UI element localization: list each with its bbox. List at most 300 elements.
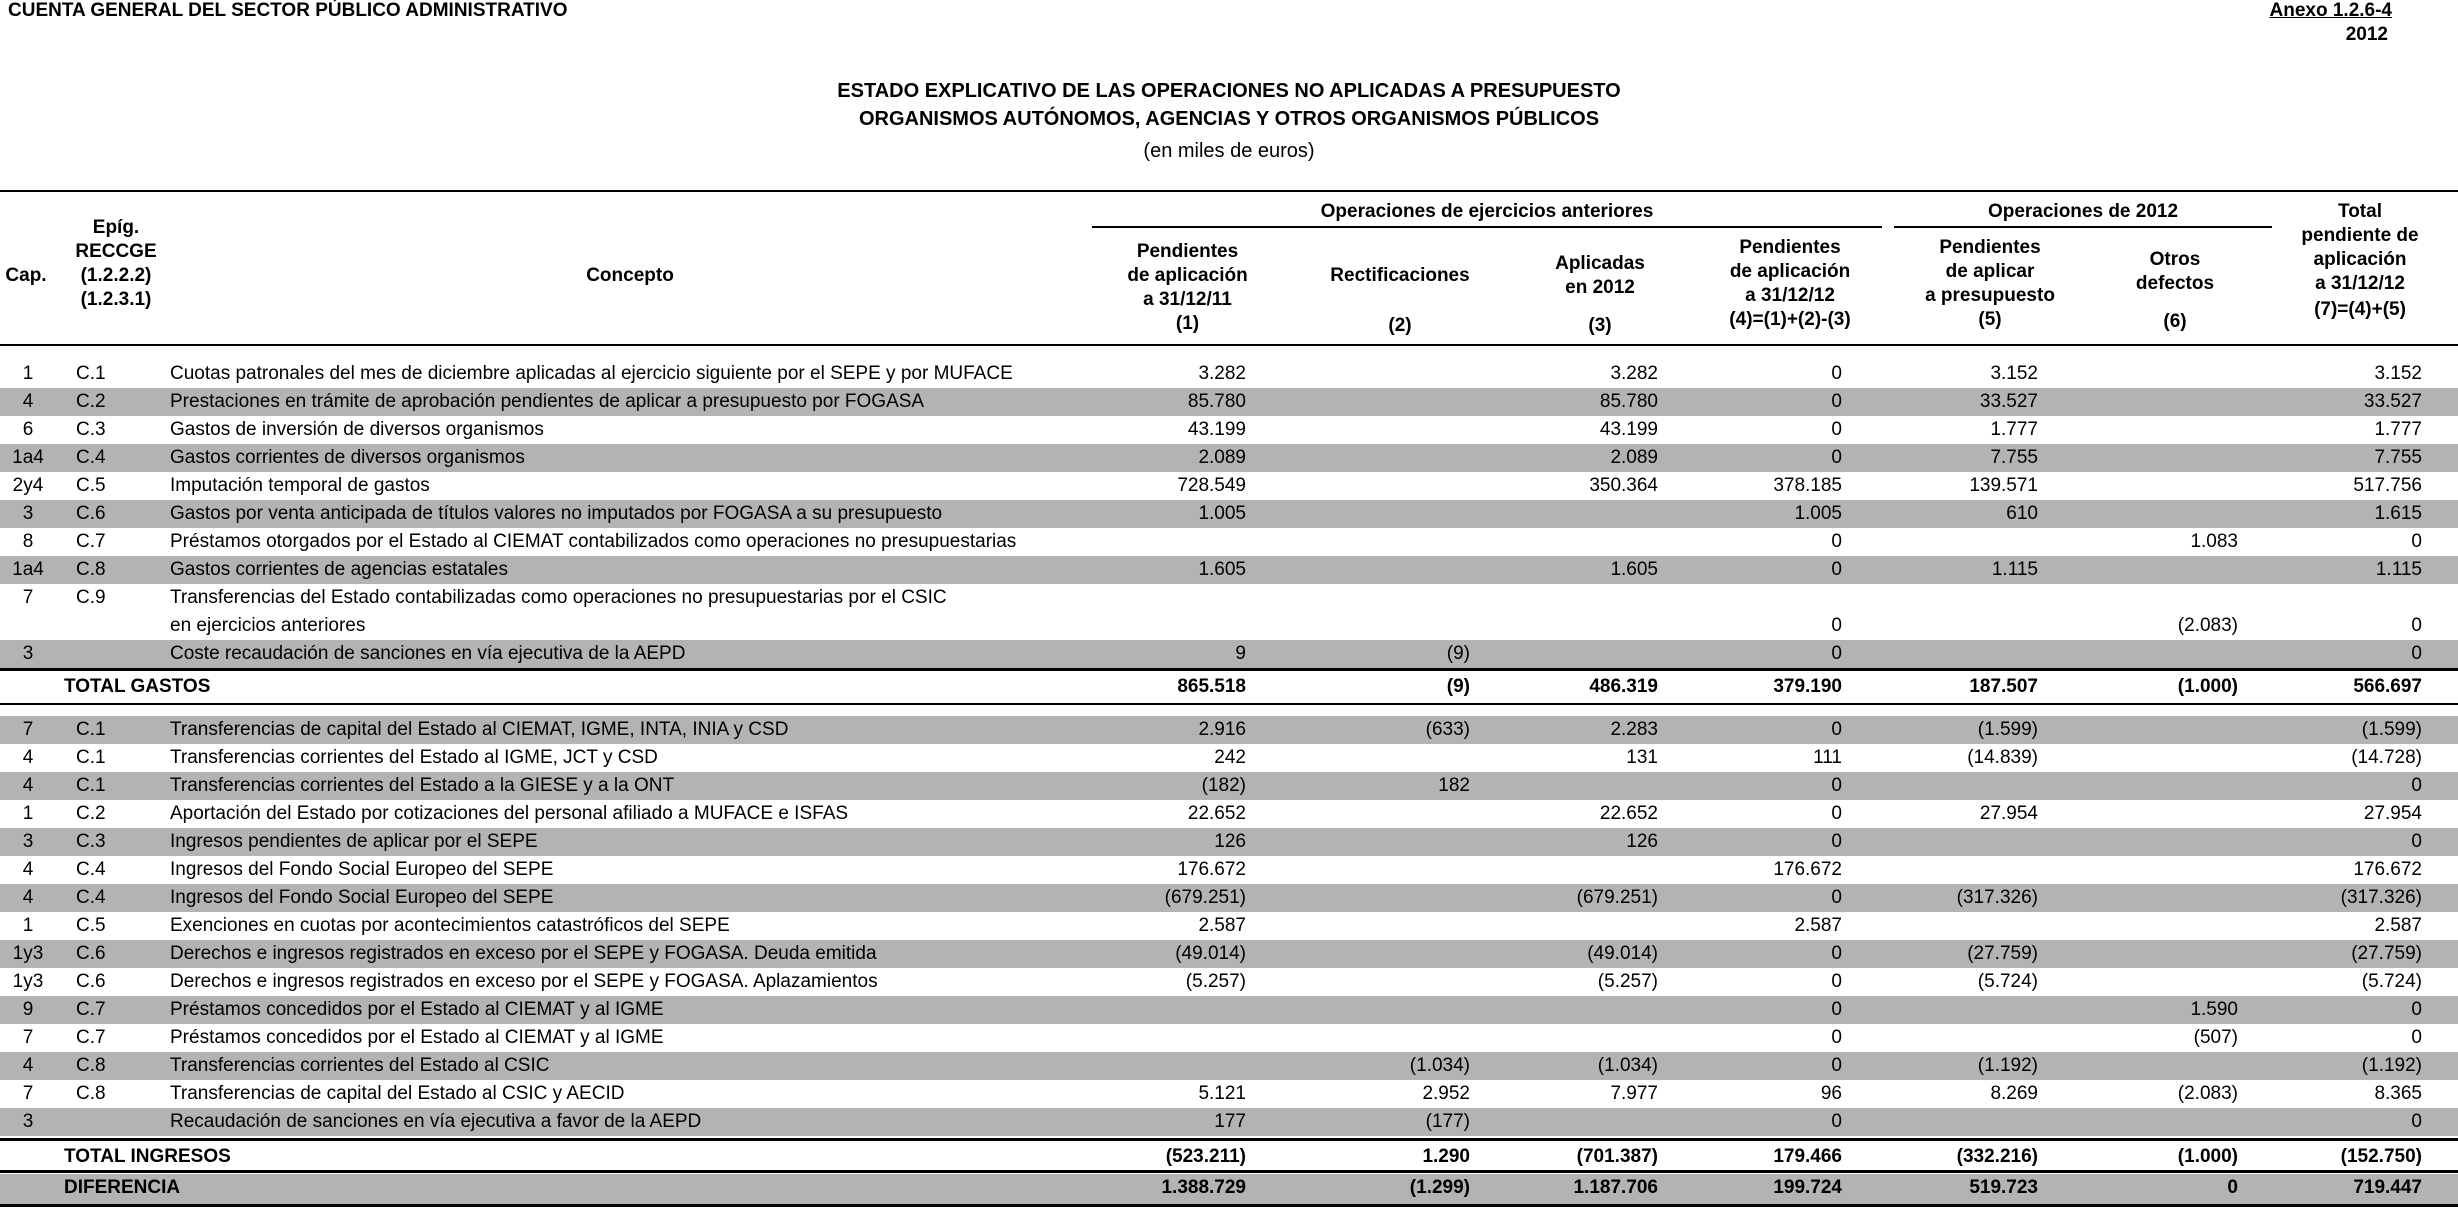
- cell-v6: [2080, 640, 2238, 668]
- cell-concepto: Derechos e ingresos registrados en exceso por el SEPE y FOGASA. Aplazamientos: [170, 971, 878, 992]
- cell-v1: 5.121: [1198, 1083, 1246, 1104]
- cell-v1: 43.199: [1187, 419, 1246, 440]
- cell-v1: 22.652: [1187, 803, 1246, 824]
- cell-v5: 33.527: [1979, 391, 2038, 412]
- cell-v1: [1100, 1052, 1246, 1080]
- cell-v6: [2080, 556, 2238, 584]
- cell-cap: 4: [22, 1055, 34, 1076]
- cell-v3: [1500, 612, 1658, 640]
- cell-v7: 1.777: [2374, 419, 2422, 440]
- cell-concepto: Ingresos del Fondo Social Europeo del SEPE: [170, 859, 554, 880]
- cell-v1: [1100, 1024, 1246, 1052]
- total-ingresos-top-rule: [0, 1138, 2458, 1141]
- cell-epig: C.1: [76, 747, 106, 768]
- cell-v1: 126: [1214, 831, 1246, 852]
- cell-v5: 519.723: [1969, 1177, 2038, 1198]
- cell-v6: [2080, 828, 2238, 856]
- cell-v7: 7.755: [2374, 447, 2422, 468]
- cell-concepto: Aportación del Estado por cotizaciones del personal afiliado a MUFACE e ISFAS: [170, 803, 849, 824]
- cell-cap: 3: [22, 503, 34, 524]
- cell-v7: 0: [2411, 831, 2422, 852]
- table-row: [0, 1080, 2458, 1108]
- cell-cap: 7: [22, 1083, 34, 1104]
- table-row: [0, 360, 2458, 388]
- cell-v2: [1300, 800, 1470, 828]
- cell-v5: 1.115: [1991, 559, 2038, 580]
- cell-v5: [1880, 856, 2038, 884]
- cell-cap: 4: [22, 747, 34, 768]
- cell-concepto: Préstamos concedidos por el Estado al CIEMAT y al IGME: [170, 1027, 664, 1048]
- cell-v6: (2.083): [2177, 615, 2238, 636]
- cell-v7: 0: [2411, 775, 2422, 796]
- group-rule-2012: [1894, 226, 2272, 228]
- cell-v7: 0: [2411, 1027, 2422, 1048]
- cell-concepto: Gastos corrientes de agencias estatales: [170, 559, 508, 580]
- cell-epig: C.2: [76, 803, 106, 824]
- cell-v7: 0: [2411, 531, 2422, 552]
- cell-v7: (1.192): [2361, 1055, 2422, 1076]
- cell-v5: [1880, 912, 2038, 940]
- cell-v1: [1100, 996, 1246, 1024]
- cell-v3: [1500, 500, 1658, 528]
- cell-concepto: Coste recaudación de sanciones en vía ejecutiva de la AEPD: [170, 643, 686, 664]
- cell-concepto: Derechos e ingresos registrados en exceso por el SEPE y FOGASA. Deuda emitida: [170, 943, 877, 964]
- total-gastos-row: [0, 673, 2458, 701]
- cell-cap: 1a4: [12, 559, 44, 580]
- cell-v1: 1.605: [1198, 559, 1246, 580]
- cell-v6: (507): [2193, 1027, 2238, 1048]
- cell-epig: C.1: [76, 363, 106, 384]
- table-row: [0, 828, 2458, 856]
- cell-v1: [1100, 528, 1246, 556]
- table-row: [0, 584, 2458, 640]
- cell-cap: 6: [22, 419, 34, 440]
- cell-cap: 1: [22, 363, 34, 384]
- cell-cap: 4: [22, 775, 34, 796]
- cell-v7: 719.447: [2353, 1177, 2422, 1198]
- cell-v5: 27.954: [1979, 803, 2038, 824]
- col-header-4: Pendientes de aplicación a 31/12/12 (4)=(1)+(2)-(3): [1729, 237, 1851, 330]
- group-header-prev-years: Operaciones de ejercicios anteriores: [1320, 201, 1654, 222]
- cell-concepto: Imputación temporal de gastos: [170, 475, 430, 496]
- table-row: [0, 940, 2458, 968]
- cell-v4: 0: [1831, 831, 1842, 852]
- cell-epig: C.2: [76, 391, 106, 412]
- total-ingresos-row: [0, 1143, 2458, 1171]
- cell-epig: C.1: [76, 775, 106, 796]
- cell-epig: C.5: [76, 915, 106, 936]
- cell-v3: 1.187.706: [1573, 1177, 1658, 1198]
- total-gastos-top-rule: [0, 668, 2458, 671]
- cell-cap: 4: [22, 859, 34, 880]
- table-row: [0, 556, 2458, 584]
- cell-cap: 2y4: [12, 475, 44, 496]
- cell-v7: (152.750): [2340, 1146, 2422, 1167]
- col-header-1: Pendientes de aplicación a 31/12/11 (1): [1127, 241, 1248, 334]
- cell-v4: 176.672: [1773, 859, 1842, 880]
- col-header-7: Total pendiente de aplicación a 31/12/12 (7)=(4)+(5): [2301, 201, 2419, 320]
- cell-v4: 0: [1831, 775, 1842, 796]
- cell-v6: [2080, 884, 2238, 912]
- cell-concepto: Exenciones en cuotas por acontecimientos catastróficos del SEPE: [170, 915, 730, 936]
- cell-v5: 7.755: [1990, 447, 2038, 468]
- cell-v6: [2080, 388, 2238, 416]
- cell-v1: 85.780: [1187, 391, 1246, 412]
- cell-v6: [2080, 1108, 2238, 1136]
- cell-v5: [1880, 828, 2038, 856]
- cell-epig: C.7: [76, 999, 106, 1020]
- table-row: [0, 472, 2458, 500]
- table-row: [0, 716, 2458, 744]
- cell-v1: 2.916: [1198, 719, 1246, 740]
- cell-v6: [2080, 800, 2238, 828]
- table-row: [0, 444, 2458, 472]
- cell-cap: 1: [22, 803, 34, 824]
- cell-v2: [1300, 1024, 1470, 1052]
- cell-cap: 3: [22, 831, 34, 852]
- cell-v1: 1.005: [1198, 503, 1246, 524]
- cell-v7: 0: [2411, 615, 2422, 636]
- cell-v6: [2080, 360, 2238, 388]
- cell-concepto: Transferencias corrientes del Estado a la GIESE y a la ONT: [170, 775, 675, 796]
- cell-v1: 1.388.729: [1161, 1177, 1246, 1198]
- cell-v2: [1300, 828, 1470, 856]
- cell-epig: C.4: [76, 447, 106, 468]
- cell-v1: 9: [1235, 643, 1246, 664]
- cell-concepto-continued: en ejercicios anteriores: [170, 615, 366, 636]
- report-title: ESTADO EXPLICATIVO DE LAS OPERACIONES NO APLICADAS A PRESUPUESTO: [837, 80, 1621, 102]
- cell-v2: (9): [1446, 676, 1470, 697]
- cell-v1: 3.282: [1198, 363, 1246, 384]
- cell-cap: 1: [22, 915, 34, 936]
- cell-v4: 1.005: [1794, 503, 1842, 524]
- cell-v2: [1300, 968, 1470, 996]
- cell-v6: [2080, 716, 2238, 744]
- annex-reference: Anexo 1.2.6-4: [2269, 0, 2392, 21]
- cell-v5: 610: [2006, 503, 2038, 524]
- cell-v6: [2080, 744, 2238, 772]
- cell-concepto: Transferencias corrientes del Estado al CSIC: [170, 1055, 550, 1076]
- cell-epig: C.3: [76, 831, 106, 852]
- cell-v3: 1.605: [1610, 559, 1658, 580]
- cell-v3: 350.364: [1589, 475, 1658, 496]
- col-header-5: Pendientes de aplicar a presupuesto (5): [1925, 237, 2055, 330]
- cell-v7: 0: [2411, 643, 2422, 664]
- cell-v4: 0: [1831, 559, 1842, 580]
- cell-v2: [1300, 612, 1470, 640]
- cell-epig: C.6: [76, 503, 106, 524]
- cell-concepto: Préstamos concedidos por el Estado al CIEMAT y al IGME: [170, 999, 664, 1020]
- cell-v3: 2.283: [1610, 719, 1658, 740]
- cell-epig: C.1: [76, 719, 106, 740]
- cell-v2: (1.034): [1409, 1055, 1470, 1076]
- cell-v2: [1300, 556, 1470, 584]
- col-header-cap: Cap.: [5, 265, 47, 286]
- table-row: [0, 1052, 2458, 1080]
- cell-concepto: Ingresos pendientes de aplicar por el SEPE: [170, 831, 538, 852]
- cell-concepto: Transferencias del Estado contabilizadas como operaciones no presupuestarias por el CSIC: [170, 587, 947, 608]
- cell-cap: 3: [22, 1111, 34, 1132]
- cell-v5: [1880, 1024, 2038, 1052]
- total-ingresos-label: TOTAL INGRESOS: [64, 1146, 231, 1167]
- cell-cap: 4: [22, 391, 34, 412]
- cell-concepto: Transferencias de capital del Estado al CIEMAT, IGME, INTA, INIA y CSD: [170, 719, 789, 740]
- cell-v4: 0: [1831, 999, 1842, 1020]
- table-row: [0, 856, 2458, 884]
- cell-v2: [1300, 472, 1470, 500]
- cell-cap: 1y3: [12, 971, 44, 992]
- cell-v7: (14.728): [2351, 747, 2422, 768]
- cell-v2: [1300, 360, 1470, 388]
- cell-v3: 85.780: [1599, 391, 1658, 412]
- table-row: [0, 772, 2458, 800]
- cell-v5: (1.192): [1977, 1055, 2038, 1076]
- cell-v6: (1.000): [2177, 676, 2238, 697]
- cell-v6: [2080, 444, 2238, 472]
- cell-v4: 0: [1831, 887, 1842, 908]
- cell-epig: C.5: [76, 475, 106, 496]
- cell-v4: 0: [1831, 531, 1842, 552]
- cell-cap: 1a4: [12, 447, 44, 468]
- cell-v3: 131: [1626, 747, 1658, 768]
- cell-v3: [1500, 528, 1658, 556]
- cell-v3: 7.977: [1610, 1083, 1658, 1104]
- annex-year: 2012: [2345, 24, 2388, 45]
- cell-v7: (27.759): [2351, 943, 2422, 964]
- cell-v4: 0: [1831, 1055, 1842, 1076]
- table-row: [0, 416, 2458, 444]
- cell-v6: [2080, 500, 2238, 528]
- cell-v6: [2080, 1052, 2238, 1080]
- cell-concepto: Transferencias corrientes del Estado al IGME, JCT y CSD: [170, 747, 658, 768]
- cell-epig: C.7: [76, 1027, 106, 1048]
- cell-v5: (332.216): [1956, 1146, 2038, 1167]
- table-row: [0, 528, 2458, 556]
- table-row: [0, 884, 2458, 912]
- header-bottom-rule: [0, 344, 2458, 346]
- cell-v7: 2.587: [2374, 915, 2422, 936]
- cell-epig: C.3: [76, 419, 106, 440]
- cell-v1: 242: [1214, 747, 1246, 768]
- cell-epig: C.4: [76, 859, 106, 880]
- total-gastos-bottom-rule: [0, 703, 2458, 705]
- cell-v3: [1500, 772, 1658, 800]
- cell-v4: 199.724: [1773, 1177, 1842, 1198]
- cell-v6: [2080, 772, 2238, 800]
- cell-v4: 179.466: [1773, 1146, 1842, 1167]
- cell-v2: 182: [1438, 775, 1470, 796]
- cell-v7: 1.115: [2375, 559, 2422, 580]
- cell-v6: (2.083): [2177, 1083, 2238, 1104]
- cell-epig: C.8: [76, 1083, 106, 1104]
- table-row: [0, 968, 2458, 996]
- cell-v5: (317.326): [1956, 887, 2038, 908]
- table-row: [0, 388, 2458, 416]
- cell-v3: (49.014): [1587, 943, 1658, 964]
- cell-v1: 728.549: [1177, 475, 1246, 496]
- cell-v5: (5.724): [1977, 971, 2038, 992]
- cell-v4: 0: [1831, 643, 1842, 664]
- table-row: [0, 996, 2458, 1024]
- cell-v2: [1300, 996, 1470, 1024]
- cell-v1: (182): [1201, 775, 1246, 796]
- col-header-concepto: Concepto: [586, 265, 674, 286]
- cell-v6: 0: [2227, 1177, 2238, 1198]
- cell-concepto: Ingresos del Fondo Social Europeo del SEPE: [170, 887, 554, 908]
- cell-v1: 2.587: [1198, 915, 1246, 936]
- cell-v5: [1880, 1108, 2038, 1136]
- cell-epig: C.6: [76, 943, 106, 964]
- cell-cap: 1y3: [12, 943, 44, 964]
- cell-v4: 0: [1831, 419, 1842, 440]
- cell-cap: 7: [22, 719, 34, 740]
- cell-v3: [1500, 640, 1658, 668]
- cell-concepto: Transferencias de capital del Estado al CSIC y AECID: [170, 1083, 625, 1104]
- col-header-2: Rectificaciones (2): [1330, 265, 1470, 336]
- cell-epig: C.8: [76, 1055, 106, 1076]
- cell-v3: (701.387): [1576, 1146, 1658, 1167]
- cell-v6: 1.590: [2190, 999, 2238, 1020]
- cell-v7: 8.365: [2374, 1083, 2422, 1104]
- cell-v5: [1880, 612, 2038, 640]
- cell-epig: C.4: [76, 887, 106, 908]
- cell-v7: 0: [2411, 999, 2422, 1020]
- cell-v2: [1300, 912, 1470, 940]
- cell-v3: (679.251): [1576, 887, 1658, 908]
- cell-v1: [1100, 612, 1246, 640]
- cell-cap: 4: [22, 887, 34, 908]
- col-header-epig: Epíg. RECCGE (1.2.2.2) (1.2.3.1): [75, 217, 157, 310]
- cell-v2: (633): [1425, 719, 1470, 740]
- cell-v4: 0: [1831, 803, 1842, 824]
- table-row: [0, 912, 2458, 940]
- cell-v4: 0: [1831, 971, 1842, 992]
- cell-v2: 2.952: [1422, 1083, 1470, 1104]
- cell-v2: [1300, 940, 1470, 968]
- cell-v7: 33.527: [2363, 391, 2422, 412]
- group-header-2012: Operaciones de 2012: [1987, 201, 2179, 222]
- cell-v4: 0: [1831, 615, 1842, 636]
- cell-cap: 7: [22, 587, 34, 608]
- cell-v3: 3.282: [1610, 363, 1658, 384]
- cell-v7: 27.954: [2363, 803, 2422, 824]
- cell-cap: 7: [22, 1027, 34, 1048]
- cell-v7: (1.599): [2361, 719, 2422, 740]
- cell-v1: (49.014): [1175, 943, 1246, 964]
- cell-v4: 0: [1831, 363, 1842, 384]
- cell-v5: 3.152: [1990, 363, 2038, 384]
- cell-v3: 22.652: [1599, 803, 1658, 824]
- cell-v4: 0: [1831, 1027, 1842, 1048]
- table-row: [0, 1108, 2458, 1136]
- cell-epig: C.6: [76, 971, 106, 992]
- cell-v3: [1500, 996, 1658, 1024]
- cell-v7: 1.615: [2374, 503, 2422, 524]
- cell-v2: [1300, 416, 1470, 444]
- cell-v5: [1880, 996, 2038, 1024]
- cell-v4: 2.587: [1794, 915, 1842, 936]
- cell-v2: [1300, 500, 1470, 528]
- cell-v1: (679.251): [1164, 887, 1246, 908]
- cell-v6: [2080, 416, 2238, 444]
- cell-concepto: Gastos corrientes de diversos organismos: [170, 447, 525, 468]
- cell-v4: 111: [1813, 747, 1842, 768]
- header-top-rule: [0, 190, 2458, 192]
- cell-v3: [1500, 1024, 1658, 1052]
- cell-v4: 0: [1831, 943, 1842, 964]
- group-rule-prev-years: [1092, 226, 1882, 228]
- cell-v3: (1.034): [1597, 1055, 1658, 1076]
- diferencia-row: [0, 1174, 2458, 1204]
- cell-v2: (1.299): [1409, 1177, 1470, 1198]
- cell-v3: [1500, 1108, 1658, 1136]
- cell-v2: (177): [1425, 1111, 1470, 1132]
- document-org-title: CUENTA GENERAL DEL SECTOR PÚBLICO ADMINISTRATIVO: [8, 0, 568, 21]
- cell-concepto: Prestaciones en trámite de aprobación pendientes de aplicar a presupuesto por FOGASA: [170, 391, 925, 412]
- cell-v4: 0: [1831, 391, 1842, 412]
- cell-v6: [2080, 940, 2238, 968]
- diferencia-label: DIFERENCIA: [64, 1177, 181, 1198]
- cell-v6: [2080, 968, 2238, 996]
- cell-v1: 177: [1214, 1111, 1246, 1132]
- cell-concepto: Cuotas patronales del mes de diciembre aplicadas al ejercicio siguiente por el SEPE y por MUFACE: [170, 363, 1013, 384]
- table-row: [0, 1024, 2458, 1052]
- cell-v4: 0: [1831, 719, 1842, 740]
- cell-v2: (9): [1446, 643, 1470, 664]
- cell-cap: 8: [22, 531, 34, 552]
- cell-v5: (27.759): [1967, 943, 2038, 964]
- cell-v2: [1300, 528, 1470, 556]
- col-header-3: Aplicadas en 2012 (3): [1555, 253, 1645, 336]
- cell-v7: 0: [2411, 1111, 2422, 1132]
- cell-concepto: Gastos de inversión de diversos organismos: [170, 419, 544, 440]
- cell-v7: 176.672: [2353, 859, 2422, 880]
- cell-v5: 187.507: [1969, 676, 2038, 697]
- cell-v2: [1300, 856, 1470, 884]
- col-header-6: Otros defectos (6): [2135, 249, 2215, 332]
- cell-v6: (1.000): [2177, 1146, 2238, 1167]
- cell-v2: [1300, 388, 1470, 416]
- cell-v7: 517.756: [2353, 475, 2422, 496]
- cell-v7: (317.326): [2340, 887, 2422, 908]
- cell-v4: 0: [1831, 447, 1842, 468]
- cell-concepto: Préstamos otorgados por el Estado al CIEMAT contabilizados como operaciones no presupuestarias: [170, 531, 1017, 552]
- report-subtitle: ORGANISMOS AUTÓNOMOS, AGENCIAS Y OTROS ORGANISMOS PÚBLICOS: [858, 108, 1600, 130]
- cell-epig: C.7: [76, 531, 106, 552]
- cell-cap: 3: [22, 643, 34, 664]
- cell-v4: 379.190: [1773, 676, 1842, 697]
- cell-v2: 1.290: [1422, 1146, 1470, 1167]
- units-note: (en miles de euros): [1143, 140, 1315, 162]
- cell-v5: 1.777: [1990, 419, 2038, 440]
- table-row: [0, 500, 2458, 528]
- table-row: [0, 640, 2458, 668]
- cell-concepto: Recaudación de sanciones en vía ejecutiva a favor de la AEPD: [170, 1111, 702, 1132]
- cell-v5: [1880, 772, 2038, 800]
- cell-epig: C.9: [76, 587, 106, 608]
- cell-v4: 378.185: [1773, 475, 1842, 496]
- cell-v7: (5.724): [2361, 971, 2422, 992]
- cell-v7: 3.152: [2374, 363, 2422, 384]
- table-row: [0, 800, 2458, 828]
- cell-v2: [1300, 444, 1470, 472]
- cell-v5: (1.599): [1977, 719, 2038, 740]
- cell-v5: [1880, 528, 2038, 556]
- cell-concepto: Gastos por venta anticipada de títulos valores no imputados por FOGASA a su presupuesto: [170, 503, 943, 524]
- cell-v2: [1300, 744, 1470, 772]
- cell-v3: 126: [1626, 831, 1658, 852]
- cell-v3: 2.089: [1610, 447, 1658, 468]
